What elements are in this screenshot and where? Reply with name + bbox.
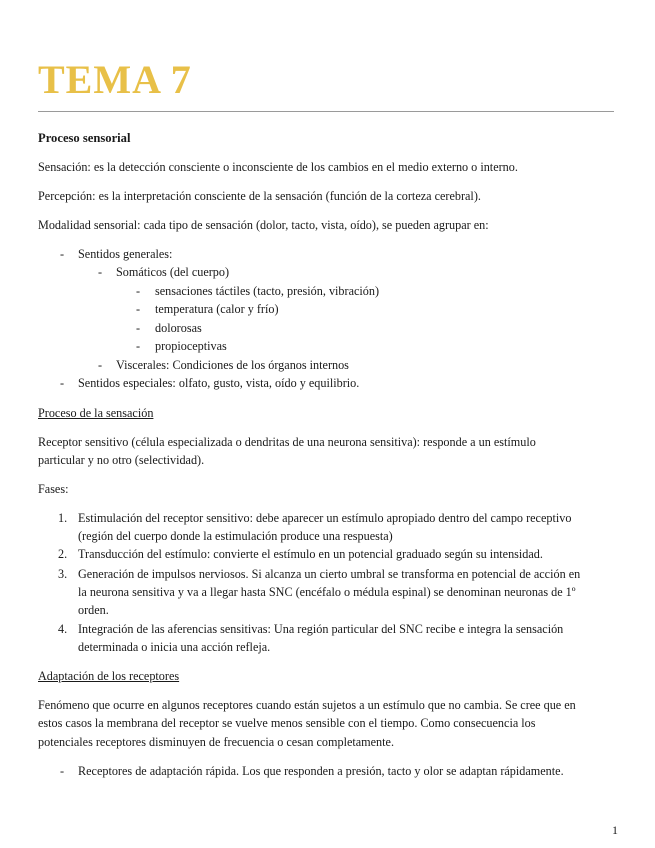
section-heading-adaptacion: Adaptación de los receptores [38,669,180,683]
paragraph-receptor-line-1: Receptor sensitivo (célula especializada o dendritas de una neurona sensitiva): responde a un estímulo [38,435,536,449]
fase-number: 4. [58,622,68,636]
title-divider [38,111,614,112]
bullet-dash: - [136,339,141,353]
fase-3-line-3: orden. [78,603,109,617]
fase-number: 3. [58,567,68,581]
fase-4-line-1: Integración de las aferencias sensitivas: Una región particular del SNC recibe e integra la sensación [78,622,564,636]
page-title: TEMA 7 [38,57,192,102]
bullet-dash: - [136,284,141,298]
fase-4-line-2: determinada o inicia una acción refleja. [78,640,271,654]
fase-3-line-1: Generación de impulsos nerviosos. Si alcanza un cierto umbral se transforma en potencial de acción en [78,567,581,581]
section-heading-proceso-sensorial: Proceso sensorial [38,131,131,145]
list-item-sentidos-generales: Sentidos generales: [78,247,173,261]
fase-1-line-1: Estimulación del receptor sensitivo: debe aparecer un estímulo apropiado dentro del campo receptivo [78,511,572,525]
bullet-dash: - [60,247,65,261]
list-item-sentidos-especiales: Sentidos especiales: olfato, gusto, vista, oído y equilibrio. [78,376,360,390]
list-item-adaptacion-rapida: Receptores de adaptación rápida. Los que responden a presión, tacto y olor se adaptan rápidamente. [78,764,564,778]
paragraph-fenomeno-line-1: Fenómeno que ocurre en algunos receptores cuando están sujetos a un estímulo que no cambia. Se cree que en [38,698,576,712]
bullet-dash: - [60,764,65,778]
bullet-dash: - [136,321,141,335]
paragraph-receptor-line-2: particular y no otro (selectividad). [38,453,205,467]
section-heading-proceso-de-la-sensacion: Proceso de la sensación [38,406,154,420]
paragraph-modalidad: Modalidad sensorial: cada tipo de sensación (dolor, tacto, vista, oído), se pueden agrupar en: [38,218,489,232]
list-item-somaticos: Somáticos (del cuerpo) [116,265,230,279]
bullet-dash: - [60,376,65,390]
list-item-dolorosas: dolorosas [155,321,202,335]
fase-number: 2. [58,547,68,561]
page-number: 1 [612,823,618,837]
bullet-dash: - [136,302,141,316]
list-item-propioceptivas: propioceptivas [155,339,227,353]
list-item-temperatura: temperatura (calor y frío) [155,302,279,316]
fase-1-line-2: (región del cuerpo donde la estimulación produce una respuesta) [78,529,393,543]
fase-2-line-1: Transducción del estímulo: convierte el estímulo en un potencial graduado según su intensidad. [78,547,543,561]
paragraph-percepcion: Percepción: es la interpretación consciente de la sensación (función de la corteza cerebral). [38,189,481,203]
paragraph-fenomeno-line-3: potenciales receptores disminuyen de frecuencia o cesan completamente. [38,735,394,749]
bullet-dash: - [98,358,103,372]
fase-3-line-2: la neurona sensitiva y va a llegar hasta SNC (encéfalo o médula espinal) se denominan neuronas de 1º [78,585,576,599]
paragraph-sensacion: Sensación: es la detección consciente o inconsciente de los cambios en el medio externo o interno. [38,160,518,174]
paragraph-fenomeno-line-2: estos casos la membrana del receptor se vuelve menos sensible con el tiempo. Como consecuencia los [38,716,536,730]
list-item-viscerales: Viscerales: Condiciones de los órganos internos [116,358,349,372]
list-item-tactiles: sensaciones táctiles (tacto, presión, vibración) [155,284,380,298]
fases-label: Fases: [38,482,69,496]
fase-number: 1. [58,511,68,525]
bullet-dash: - [98,265,103,279]
